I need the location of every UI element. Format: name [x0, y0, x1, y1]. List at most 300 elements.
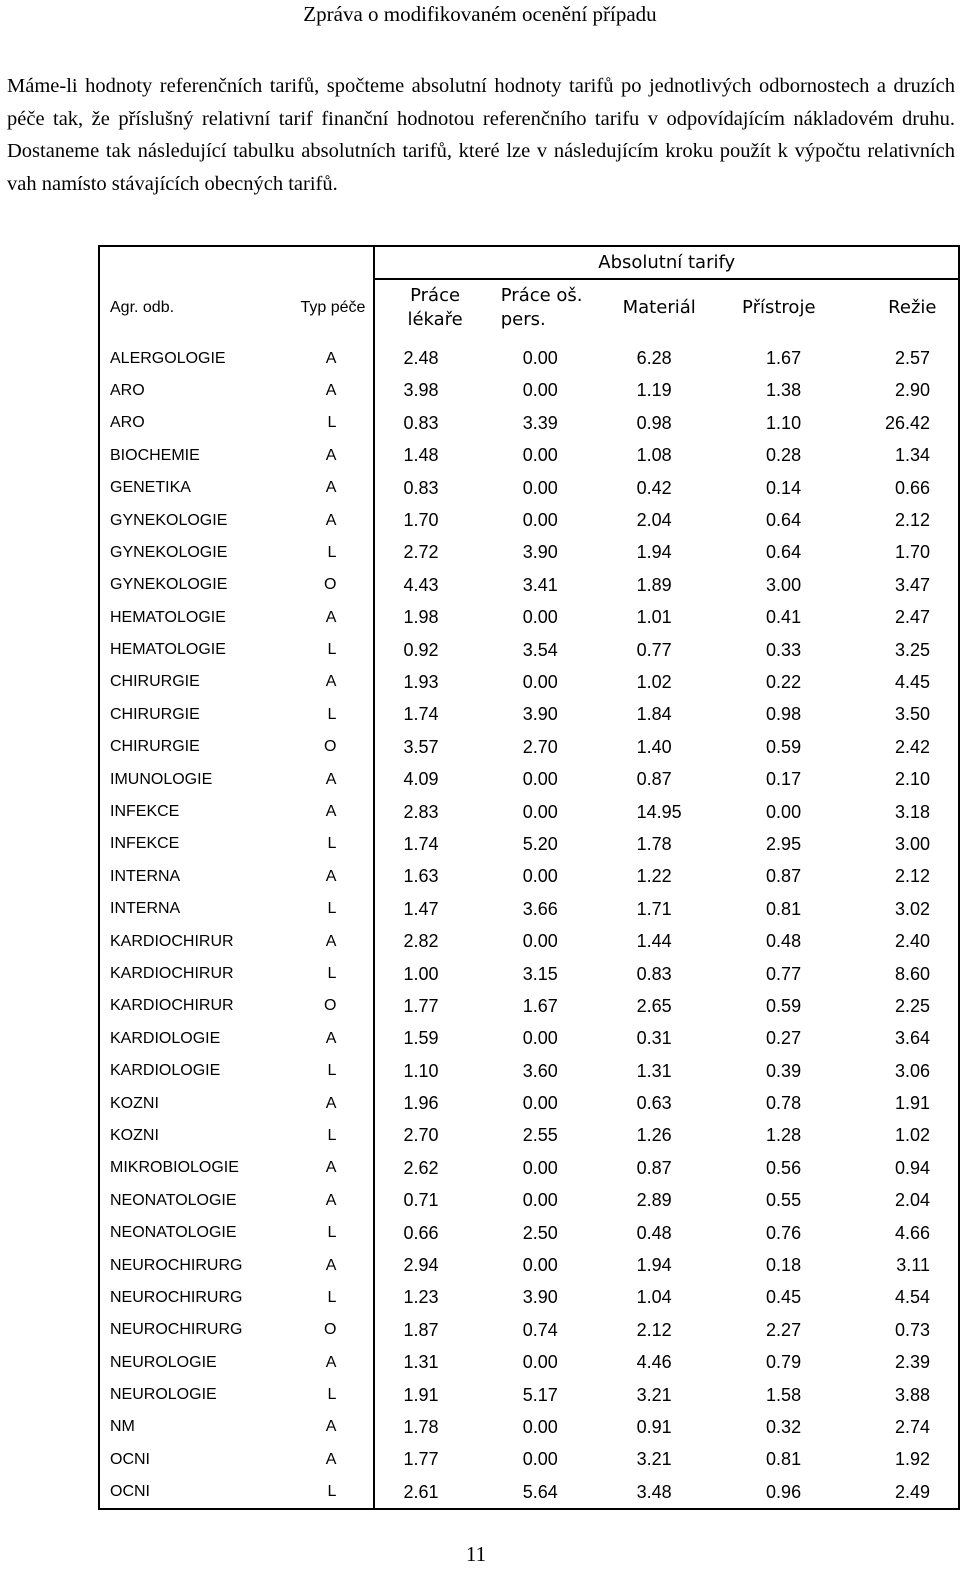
overhead-cell: 3.50	[894, 704, 930, 725]
material-cell: 1.04	[636, 1287, 672, 1308]
nursing-work-cell: 2.70	[522, 736, 558, 757]
specialty-cell: NEUROLOGIE	[110, 1353, 217, 1371]
equipment-cell: 0.59	[766, 995, 802, 1016]
material-cell: 1.19	[636, 380, 672, 401]
physician-work-cell: 1.98	[374, 602, 494, 634]
specialty-cell: GENETIKA	[110, 479, 191, 497]
specialty-cell: CHIRURGIE	[110, 738, 200, 756]
equipment-cell: 0.96	[766, 1481, 802, 1502]
overhead-cell: 3.02	[894, 898, 930, 919]
nursing-work-cell: 0.00	[522, 1255, 558, 1276]
material-cell: 0.87	[636, 1157, 672, 1178]
table-row	[99, 1055, 959, 1087]
table-row	[99, 1023, 959, 1055]
care-type-cell: L	[327, 1224, 337, 1242]
table-row	[99, 731, 959, 763]
table-row	[99, 1249, 959, 1281]
equipment-cell: 0.79	[766, 1352, 802, 1373]
material-cell: 3.21	[636, 1384, 672, 1405]
specialty-cell: KOZNI	[110, 1126, 159, 1144]
overhead-cell: 2.42	[894, 736, 930, 757]
specialty-cell: OCNI	[110, 1450, 150, 1468]
equipment-cell: 0.77	[766, 963, 802, 984]
material-cell: 1.89	[636, 574, 672, 595]
specialty-cell: INTERNA	[110, 867, 181, 885]
table-group-header-row	[99, 246, 959, 279]
physician-work-cell: 1.10	[374, 1055, 494, 1087]
care-type-cell: L	[327, 641, 337, 659]
nursing-work-cell: 5.64	[522, 1481, 558, 1502]
nursing-work-cell: 0.00	[522, 477, 558, 498]
care-type-cell: A	[325, 349, 337, 367]
material-cell: 6.28	[636, 348, 672, 369]
equipment-cell: 0.78	[766, 1093, 802, 1114]
overhead-cell: 2.04	[894, 1190, 930, 1211]
specialty-cell: GYNEKOLOGIE	[110, 543, 228, 561]
column-header-nursing-work: Práce oš. pers.	[500, 285, 583, 331]
care-type-cell: A	[325, 932, 337, 950]
material-cell: 0.48	[636, 1222, 672, 1243]
nursing-work-cell: 0.00	[522, 671, 558, 692]
table-row	[99, 1217, 959, 1249]
material-cell: 0.91	[636, 1416, 672, 1437]
overhead-cell: 3.06	[894, 1060, 930, 1081]
specialty-cell: MIKROBIOLOGIE	[110, 1159, 239, 1177]
table-row	[99, 569, 959, 601]
physician-work-cell: 1.47	[374, 893, 494, 925]
specialty-cell: KARDIOCHIRUR	[110, 997, 234, 1015]
table-row	[99, 375, 959, 407]
physician-work-cell: 0.83	[374, 472, 494, 504]
table-row	[99, 861, 959, 893]
page-header: Zpráva o modifikovaném ocenění případu	[303, 2, 657, 26]
overhead-cell: 3.64	[894, 1028, 930, 1049]
table-row	[99, 1120, 959, 1152]
column-header-equipment: Přístroje	[742, 297, 816, 319]
table-row	[99, 1152, 959, 1184]
material-cell: 0.77	[636, 639, 672, 660]
care-type-cell: A	[325, 381, 337, 399]
nursing-work-cell: 0.00	[522, 380, 558, 401]
equipment-cell: 1.67	[766, 348, 802, 369]
material-cell: 1.40	[636, 736, 672, 757]
care-type-cell: A	[325, 770, 337, 788]
nursing-work-cell: 0.00	[522, 1190, 558, 1211]
physician-work-cell: 4.09	[374, 763, 494, 795]
specialty-cell: ARO	[110, 414, 145, 432]
physician-work-cell: 2.94	[374, 1249, 494, 1281]
column-header-specialty: Agr. odb.	[110, 298, 175, 316]
care-type-cell: L	[327, 900, 337, 918]
nursing-work-cell: 0.00	[522, 1093, 558, 1114]
nursing-work-cell: 3.66	[522, 898, 558, 919]
care-type-cell: A	[325, 803, 337, 821]
nursing-work-cell: 0.00	[522, 769, 558, 790]
care-type-cell: L	[327, 543, 337, 561]
physician-work-cell: 2.70	[374, 1120, 494, 1152]
nursing-work-cell: 3.90	[522, 542, 558, 563]
equipment-cell: 0.59	[766, 736, 802, 757]
equipment-cell: 2.27	[766, 1319, 802, 1340]
nursing-work-cell: 1.67	[522, 995, 558, 1016]
care-type-cell: A	[325, 673, 337, 691]
overhead-cell: 2.40	[894, 931, 930, 952]
care-type-cell: A	[325, 479, 337, 497]
equipment-cell: 1.10	[766, 412, 802, 433]
overhead-cell: 4.45	[894, 671, 930, 692]
specialty-cell: HEMATOLOGIE	[110, 608, 226, 626]
overhead-cell: 1.91	[894, 1093, 930, 1114]
equipment-cell: 0.39	[766, 1060, 802, 1081]
equipment-cell: 0.00	[766, 801, 802, 822]
equipment-cell: 0.41	[766, 607, 802, 628]
equipment-cell: 0.48	[766, 931, 802, 952]
table-body	[99, 336, 959, 1509]
specialty-cell: INFEKCE	[110, 835, 180, 853]
table-row	[99, 699, 959, 731]
physician-work-cell: 2.61	[374, 1476, 494, 1509]
specialty-cell: NEONATOLOGIE	[110, 1191, 237, 1209]
equipment-cell: 0.56	[766, 1157, 802, 1178]
care-type-cell: O	[323, 738, 337, 756]
physician-work-cell: 1.00	[374, 958, 494, 990]
specialty-cell: GYNEKOLOGIE	[110, 511, 228, 529]
material-cell: 3.21	[636, 1449, 672, 1470]
nursing-work-cell: 0.00	[522, 931, 558, 952]
overhead-cell: 3.88	[894, 1384, 930, 1405]
physician-work-cell: 1.70	[374, 504, 494, 536]
specialty-cell: NEUROCHIRURG	[110, 1288, 243, 1306]
physician-work-cell: 0.83	[374, 407, 494, 439]
overhead-cell: 26.42	[884, 412, 930, 433]
column-header-material: Materiál	[622, 297, 696, 319]
care-type-cell: A	[325, 511, 337, 529]
material-cell: 1.78	[636, 833, 672, 854]
overhead-cell: 2.12	[894, 866, 930, 887]
equipment-cell: 0.33	[766, 639, 802, 660]
table-row	[99, 1411, 959, 1443]
physician-work-cell: 2.62	[374, 1152, 494, 1184]
nursing-work-cell: 0.00	[522, 510, 558, 531]
nursing-work-cell: 0.00	[522, 1352, 558, 1373]
overhead-cell: 2.10	[894, 769, 930, 790]
care-type-cell: A	[325, 1450, 337, 1468]
care-type-cell: L	[327, 1483, 337, 1501]
equipment-cell: 0.32	[766, 1416, 802, 1437]
overhead-cell: 3.25	[894, 639, 930, 660]
table-row	[99, 407, 959, 439]
equipment-cell: 0.64	[766, 510, 802, 531]
care-type-cell: O	[323, 1321, 337, 1339]
specialty-cell: KARDIOCHIRUR	[110, 965, 234, 982]
material-cell: 1.94	[636, 542, 672, 563]
physician-work-cell: 2.83	[374, 796, 494, 828]
overhead-cell: 2.25	[894, 995, 930, 1016]
care-type-cell: L	[327, 1062, 337, 1080]
physician-work-cell: 1.59	[374, 1023, 494, 1055]
nursing-work-cell: 3.39	[522, 412, 558, 433]
care-type-cell: L	[327, 835, 337, 853]
absolute-tariffs-table-wrapper	[98, 245, 960, 1510]
table-row	[99, 504, 959, 536]
care-type-cell: O	[323, 576, 337, 594]
table-row	[99, 1444, 959, 1476]
nursing-work-cell: 0.00	[522, 1157, 558, 1178]
equipment-cell: 0.18	[766, 1255, 802, 1276]
specialty-cell: NEUROLOGIE	[110, 1386, 217, 1404]
material-cell: 1.71	[636, 898, 672, 919]
column-header-care-type: Typ péče	[300, 298, 366, 316]
absolute-tariffs-header: Absolutní tarify	[374, 246, 959, 279]
physician-work-cell: 2.82	[374, 925, 494, 957]
specialty-cell: KOZNI	[110, 1094, 159, 1112]
equipment-cell: 0.87	[766, 866, 802, 887]
physician-work-cell: 1.77	[374, 990, 494, 1022]
specialty-cell: NEONATOLOGIE	[110, 1224, 237, 1242]
material-cell: 0.31	[636, 1028, 672, 1049]
material-cell: 3.48	[636, 1481, 672, 1502]
table-row	[99, 1087, 959, 1119]
specialty-cell: ARO	[110, 381, 145, 399]
specialty-cell: ALERGOLOGIE	[110, 349, 226, 367]
overhead-cell: 2.12	[894, 510, 930, 531]
care-type-cell: A	[325, 1353, 337, 1371]
equipment-cell: 1.28	[766, 1125, 802, 1146]
material-cell: 0.42	[636, 477, 672, 498]
physician-work-cell: 1.63	[374, 861, 494, 893]
overhead-cell: 2.90	[894, 380, 930, 401]
nursing-work-cell: 0.00	[522, 348, 558, 369]
column-header-overhead: Režie	[888, 297, 937, 319]
overhead-cell: 0.66	[894, 477, 930, 498]
specialty-cell: INFEKCE	[110, 803, 180, 821]
nursing-work-cell: 0.00	[522, 1416, 558, 1437]
care-type-cell: L	[327, 414, 337, 432]
equipment-cell: 0.76	[766, 1222, 802, 1243]
nursing-work-cell: 2.50	[522, 1222, 558, 1243]
material-cell: 2.89	[636, 1190, 672, 1211]
care-type-cell: L	[327, 1386, 337, 1404]
material-cell: 1.08	[636, 445, 672, 466]
material-cell: 1.31	[636, 1060, 672, 1081]
equipment-cell: 0.55	[766, 1190, 802, 1211]
specialty-cell: BIOCHEMIE	[110, 446, 200, 464]
care-type-cell: A	[325, 1256, 337, 1274]
material-cell: 2.12	[636, 1319, 672, 1340]
care-type-cell: A	[325, 1418, 337, 1436]
physician-work-cell: 1.23	[374, 1282, 494, 1314]
equipment-cell: 1.38	[766, 380, 802, 401]
table-row	[99, 537, 959, 569]
physician-work-cell: 1.78	[374, 1411, 494, 1443]
physician-work-cell: 1.74	[374, 699, 494, 731]
equipment-cell: 3.00	[766, 574, 802, 595]
specialty-cell: CHIRURGIE	[110, 673, 200, 691]
equipment-cell: 0.14	[766, 477, 802, 498]
nursing-work-cell: 0.00	[522, 866, 558, 887]
material-cell: 1.01	[636, 607, 672, 628]
nursing-work-cell: 5.20	[522, 833, 558, 854]
table-row	[99, 336, 959, 374]
care-type-cell: A	[325, 1191, 337, 1209]
equipment-cell: 0.81	[766, 1449, 802, 1470]
column-header-physician-work: Práce lékaře	[374, 279, 494, 336]
material-cell: 1.26	[636, 1125, 672, 1146]
table-column-header-row	[99, 279, 959, 336]
overhead-cell: 0.73	[894, 1319, 930, 1340]
equipment-cell: 0.45	[766, 1287, 802, 1308]
physician-work-cell: 1.91	[374, 1379, 494, 1411]
overhead-cell: 1.34	[894, 445, 930, 466]
table-row	[99, 925, 959, 957]
equipment-cell: 1.58	[766, 1384, 802, 1405]
nursing-work-cell: 3.90	[522, 704, 558, 725]
physician-work-cell: 3.98	[374, 375, 494, 407]
table-row	[99, 666, 959, 698]
specialty-cell: KARDIOCHIRUR	[110, 932, 234, 950]
specialty-cell: GYNEKOLOGIE	[110, 576, 228, 594]
overhead-cell: 3.00	[894, 833, 930, 854]
overhead-cell: 3.18	[894, 801, 930, 822]
overhead-cell: 2.57	[894, 348, 930, 369]
physician-work-cell: 0.71	[374, 1185, 494, 1217]
material-cell: 1.22	[636, 866, 672, 887]
physician-work-cell: 1.31	[374, 1347, 494, 1379]
care-type-cell: A	[325, 446, 337, 464]
equipment-cell: 0.98	[766, 704, 802, 725]
nursing-work-cell: 2.55	[522, 1125, 558, 1146]
table-row	[99, 796, 959, 828]
material-cell: 1.02	[636, 671, 672, 692]
physician-work-cell: 2.72	[374, 537, 494, 569]
equipment-cell: 2.95	[766, 833, 802, 854]
table-row	[99, 472, 959, 504]
physician-work-cell: 4.43	[374, 569, 494, 601]
table-row	[99, 602, 959, 634]
care-type-cell: A	[325, 1029, 337, 1047]
overhead-cell: 1.02	[894, 1125, 930, 1146]
specialty-cell: HEMATOLOGIE	[110, 641, 226, 659]
care-type-cell: O	[323, 997, 337, 1015]
nursing-work-cell: 3.60	[522, 1060, 558, 1081]
material-cell: 2.65	[636, 995, 672, 1016]
care-type-cell: A	[325, 1094, 337, 1112]
table-row	[99, 440, 959, 472]
care-type-cell: A	[325, 867, 337, 885]
specialty-cell: CHIRURGIE	[110, 705, 200, 723]
nursing-work-cell: 0.00	[522, 801, 558, 822]
physician-work-cell: 0.92	[374, 634, 494, 666]
physician-work-cell: 2.48	[374, 336, 494, 374]
overhead-cell: 1.92	[894, 1449, 930, 1470]
nursing-work-cell: 0.00	[522, 1028, 558, 1049]
material-cell: 0.83	[636, 963, 672, 984]
overhead-cell: 2.39	[894, 1352, 930, 1373]
table-row	[99, 893, 959, 925]
material-cell: 0.87	[636, 769, 672, 790]
specialty-cell: NM	[110, 1418, 135, 1436]
specialty-cell: NEUROCHIRURG	[110, 1256, 243, 1274]
specialty-cell: OCNI	[110, 1483, 150, 1501]
overhead-cell: 1.70	[894, 542, 930, 563]
care-type-cell: L	[327, 1288, 337, 1306]
care-type-cell: L	[327, 965, 337, 982]
table-row	[99, 1282, 959, 1314]
table-row	[99, 763, 959, 795]
table-row	[99, 1347, 959, 1379]
physician-work-cell: 1.93	[374, 666, 494, 698]
overhead-cell: 2.49	[894, 1481, 930, 1502]
specialty-cell: INTERNA	[110, 900, 181, 918]
table-row	[99, 1185, 959, 1217]
physician-work-cell: 3.57	[374, 731, 494, 763]
care-type-cell: A	[325, 608, 337, 626]
material-cell: 0.63	[636, 1093, 672, 1114]
nursing-work-cell: 0.00	[522, 1449, 558, 1470]
material-cell: 1.44	[636, 931, 672, 952]
nursing-work-cell: 5.17	[522, 1384, 558, 1405]
physician-work-cell: 0.66	[374, 1217, 494, 1249]
intro-paragraph: Máme-li hodnoty referenčních tarifů, spočteme absolutní hodnoty tarifů po jednotlivých odbornostech a druzích péče tak, že příslušný relativní tarif finanční hodnotou referenčního tarifu v odpovídajícím nákladovém druhu. Dostaneme tak následující tabulku absolutních tarifů, které lze v následujícím kroku použít k výpočtu relativních vah namísto stávajících obecných tarifů.	[7, 75, 955, 195]
care-type-cell: L	[327, 705, 337, 723]
nursing-work-cell: 3.41	[522, 574, 558, 595]
overhead-cell: 4.66	[894, 1222, 930, 1243]
page-number: 11	[465, 1542, 487, 1566]
material-cell: 1.94	[636, 1255, 672, 1276]
material-cell: 2.04	[636, 510, 672, 531]
table-row	[99, 1314, 959, 1346]
equipment-cell: 0.17	[766, 769, 802, 790]
care-type-cell: L	[327, 1126, 337, 1144]
equipment-cell: 0.27	[766, 1028, 802, 1049]
overhead-cell: 2.47	[894, 607, 930, 628]
overhead-cell: 0.94	[894, 1157, 930, 1178]
care-type-cell: A	[325, 1159, 337, 1177]
overhead-cell: 2.74	[894, 1416, 930, 1437]
physician-work-cell: 1.74	[374, 828, 494, 860]
specialty-cell: IMUNOLOGIE	[110, 770, 213, 788]
physician-work-cell: 1.77	[374, 1444, 494, 1476]
physician-work-cell: 1.87	[374, 1314, 494, 1346]
specialty-cell: KARDIOLOGIE	[110, 1062, 221, 1080]
specialty-cell: KARDIOLOGIE	[110, 1029, 221, 1047]
table-row	[99, 958, 959, 990]
table-row	[99, 828, 959, 860]
material-cell: 0.98	[636, 412, 672, 433]
nursing-work-cell: 0.00	[522, 607, 558, 628]
overhead-cell: 4.54	[894, 1287, 930, 1308]
physician-work-cell: 1.48	[374, 440, 494, 472]
nursing-work-cell: 3.90	[522, 1287, 558, 1308]
equipment-cell: 0.28	[766, 445, 802, 466]
equipment-cell: 0.81	[766, 898, 802, 919]
material-cell: 1.84	[636, 704, 672, 725]
equipment-cell: 0.22	[766, 671, 802, 692]
equipment-cell: 0.64	[766, 542, 802, 563]
nursing-work-cell: 0.00	[522, 445, 558, 466]
physician-work-cell: 1.96	[374, 1087, 494, 1119]
table-row	[99, 634, 959, 666]
table-row	[99, 990, 959, 1022]
overhead-cell: 3.11	[896, 1255, 930, 1276]
table-row	[99, 1476, 959, 1509]
nursing-work-cell: 3.54	[522, 639, 558, 660]
overhead-cell: 3.47	[894, 574, 930, 595]
nursing-work-cell: 0.74	[522, 1319, 558, 1340]
specialty-cell: NEUROCHIRURG	[110, 1321, 243, 1339]
nursing-work-cell: 3.15	[522, 963, 558, 984]
absolute-tariffs-table	[98, 245, 960, 1510]
